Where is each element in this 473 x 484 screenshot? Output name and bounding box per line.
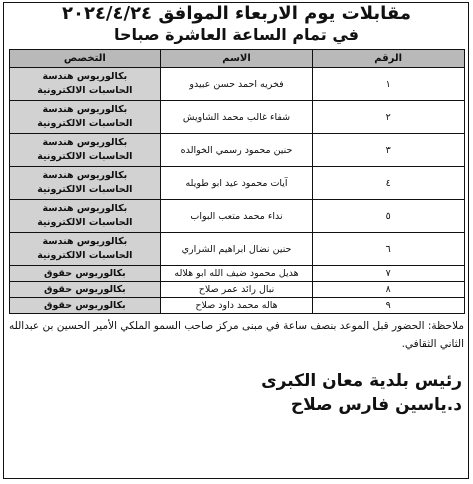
specialization-line-2: الحاسبات الالكترونية bbox=[37, 184, 133, 195]
specialization-line-1: بكالوريوس هندسة bbox=[42, 203, 128, 214]
candidate-name: آيات محمود عيد ابو طويله bbox=[161, 167, 313, 200]
page-title: مقابلات يوم الاربعاء الموافق ٢٠٢٤/٤/٢٤ bbox=[61, 3, 411, 24]
candidate-name: حنين نضال ابراهيم الشراري bbox=[161, 233, 313, 266]
row-number: ٥ bbox=[312, 200, 464, 233]
specialization-line-2: الحاسبات الالكترونية bbox=[37, 151, 133, 162]
specialization-line-1: بكالوريوس هندسة bbox=[42, 137, 128, 148]
announcement-sheet bbox=[3, 2, 470, 480]
candidate-name: نبال رائد عمر صلاح bbox=[161, 282, 313, 298]
column-header-number: الرقم bbox=[312, 50, 464, 68]
page-border bbox=[3, 2, 469, 479]
row-number: ٣ bbox=[312, 134, 464, 167]
page-subtitle: في تمام الساعة العاشرة صباحا bbox=[113, 25, 360, 44]
specialization-line-1: بكالوريوس هندسة bbox=[42, 236, 128, 247]
specialization-line-2: الحاسبات الالكترونية bbox=[37, 217, 133, 228]
row-number: ٤ bbox=[312, 167, 464, 200]
candidate-name: حنين محمود رسمي الخوالده bbox=[161, 134, 313, 167]
row-number: ٧ bbox=[312, 266, 464, 282]
signatory-name: د.ياسين فارس صلاح bbox=[290, 395, 462, 415]
specialization-line-2: الحاسبات الالكترونية bbox=[37, 118, 133, 129]
row-number: ٩ bbox=[312, 298, 464, 314]
specialization-cell: بكالوريوس حقوق bbox=[9, 266, 161, 282]
specialization-cell: بكالوريوس حقوق bbox=[9, 298, 161, 314]
attendance-note: ملاحظة: الحضور قبل الموعد بنصف ساعة في مبنى مركز صاحب السمو الملكي الأمير الحسين بن عبدالله الثاني الثقافي. bbox=[8, 320, 464, 350]
column-header-specialization: التخصص bbox=[9, 50, 161, 68]
candidate-name: نداء محمد متعب البواب bbox=[161, 200, 313, 233]
candidate-name: هديل محمود ضيف الله ابو هلاله bbox=[161, 266, 313, 282]
specialization-cell: بكالوريوس حقوق bbox=[9, 282, 161, 298]
specialization-line-1: بكالوريوس هندسة bbox=[42, 71, 128, 82]
candidate-name: شفاء غالب محمد الشاويش bbox=[161, 101, 313, 134]
specialization-line-1: بكالوريوس هندسة bbox=[42, 104, 128, 115]
candidate-name: فخريه احمد حسن عبيدو bbox=[161, 68, 313, 101]
specialization-line-2: الحاسبات الالكترونية bbox=[37, 85, 133, 96]
signatory-title: رئيس بلدية معان الكبرى bbox=[261, 371, 462, 391]
row-number: ٨ bbox=[312, 282, 464, 298]
row-number: ٦ bbox=[312, 233, 464, 266]
column-header-name: الاسم bbox=[161, 50, 313, 68]
row-number: ٢ bbox=[312, 101, 464, 134]
specialization-line-1: بكالوريوس هندسة bbox=[42, 170, 128, 181]
row-number: ١ bbox=[312, 68, 464, 101]
candidate-name: هاله محمد داود صلاح bbox=[161, 298, 313, 314]
specialization-line-2: الحاسبات الالكترونية bbox=[37, 250, 133, 261]
